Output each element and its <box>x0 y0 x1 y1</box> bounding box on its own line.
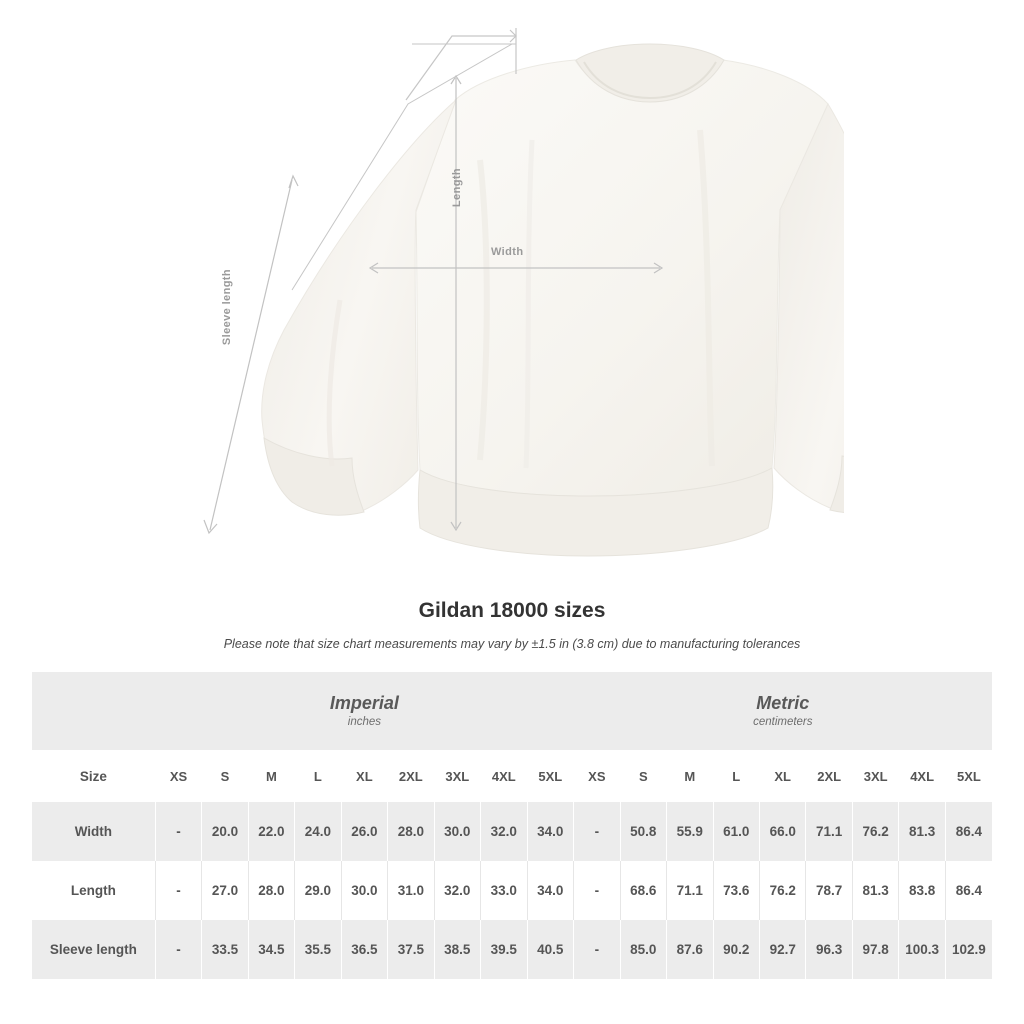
cell-sleeve-imperial-2xl: 37.5 <box>388 920 434 979</box>
cell-width-imperial-5xl: 34.0 <box>527 802 574 861</box>
header-metric-4xl: 4XL <box>899 750 945 802</box>
cell-length-imperial-s: 27.0 <box>202 861 248 920</box>
cell-sleeve-metric-5xl: 102.9 <box>945 920 992 979</box>
cell-sleeve-imperial-m: 34.5 <box>248 920 294 979</box>
header-imperial-l: L <box>295 750 341 802</box>
table-row <box>32 920 992 979</box>
row-label-width: Width <box>32 802 155 861</box>
header-imperial-xs: XS <box>155 750 201 802</box>
cell-sleeve-metric-m: 87.6 <box>667 920 713 979</box>
cell-sleeve-imperial-l: 35.5 <box>295 920 341 979</box>
cell-length-metric-l: 73.6 <box>713 861 759 920</box>
header-imperial-2xl: 2XL <box>388 750 434 802</box>
row-label-length: Length <box>32 861 155 920</box>
cell-sleeve-metric-2xl: 96.3 <box>806 920 852 979</box>
tolerance-note: Please note that size chart measurements may vary by ±1.5 in (3.8 cm) due to manufacturing tolerances <box>223 637 801 651</box>
cell-width-metric-m: 55.9 <box>667 802 713 861</box>
sleeve-length-label: Sleeve length <box>221 269 233 346</box>
cell-length-metric-2xl: 78.7 <box>806 861 852 920</box>
cell-width-imperial-4xl: 32.0 <box>481 802 527 861</box>
cell-length-metric-xl: 76.2 <box>759 861 805 920</box>
sweatshirt-image <box>180 0 844 592</box>
cell-width-metric-xs: - <box>574 802 620 861</box>
cell-length-metric-4xl: 83.8 <box>899 861 945 920</box>
header-imperial-m: M <box>248 750 294 802</box>
size-header-row <box>32 750 992 802</box>
cell-width-metric-s: 50.8 <box>620 802 666 861</box>
cell-length-imperial-5xl: 34.0 <box>527 861 574 920</box>
cell-length-metric-3xl: 81.3 <box>852 861 898 920</box>
cell-width-imperial-2xl: 28.0 <box>388 802 434 861</box>
sweatshirt-svg <box>180 0 844 592</box>
unit-header-row <box>32 672 992 750</box>
cell-length-metric-s: 68.6 <box>620 861 666 920</box>
table-row <box>32 802 992 861</box>
cell-length-metric-xs: - <box>574 861 620 920</box>
header-imperial-4xl: 4XL <box>481 750 527 802</box>
title-block <box>0 596 1024 652</box>
unit-metric-sub: centimeters <box>753 716 813 728</box>
cell-sleeve-imperial-xl: 36.5 <box>341 920 387 979</box>
cell-width-metric-3xl: 76.2 <box>852 802 898 861</box>
cell-width-imperial-m: 22.0 <box>248 802 294 861</box>
width-label: Width <box>491 246 524 258</box>
cell-width-metric-4xl: 81.3 <box>899 802 945 861</box>
header-metric-xl: XL <box>759 750 805 802</box>
header-imperial-xl: XL <box>341 750 387 802</box>
unit-group-metric <box>574 672 992 750</box>
cell-length-metric-m: 71.1 <box>667 861 713 920</box>
unit-blank-cell <box>32 672 155 750</box>
cell-width-imperial-l: 24.0 <box>295 802 341 861</box>
row-label-sleeve-length: Sleeve length <box>32 920 155 979</box>
cell-width-metric-l: 61.0 <box>713 802 759 861</box>
cell-sleeve-metric-s: 85.0 <box>620 920 666 979</box>
size-table-wrapper <box>32 672 992 979</box>
header-size: Size <box>32 750 155 802</box>
unit-metric-name: Metric <box>756 693 810 713</box>
header-metric-3xl: 3XL <box>852 750 898 802</box>
header-imperial-3xl: 3XL <box>434 750 480 802</box>
header-metric-xs: XS <box>574 750 620 802</box>
cell-sleeve-metric-xl: 92.7 <box>759 920 805 979</box>
header-metric-2xl: 2XL <box>806 750 852 802</box>
header-imperial-s: S <box>202 750 248 802</box>
table-row <box>32 861 992 920</box>
cell-width-metric-2xl: 71.1 <box>806 802 852 861</box>
page-title: Gildan 18000 sizes <box>418 599 606 622</box>
cell-width-imperial-3xl: 30.0 <box>434 802 480 861</box>
cell-length-imperial-3xl: 32.0 <box>434 861 480 920</box>
cell-length-imperial-l: 29.0 <box>295 861 341 920</box>
cell-width-imperial-xs: - <box>155 802 201 861</box>
unit-imperial-name: Imperial <box>329 693 399 713</box>
cell-length-imperial-xl: 30.0 <box>341 861 387 920</box>
size-table <box>32 672 992 979</box>
cell-sleeve-imperial-4xl: 39.5 <box>481 920 527 979</box>
cell-sleeve-metric-l: 90.2 <box>713 920 759 979</box>
cell-length-imperial-m: 28.0 <box>248 861 294 920</box>
cell-sleeve-metric-xs: - <box>574 920 620 979</box>
cell-width-metric-xl: 66.0 <box>759 802 805 861</box>
cell-sleeve-imperial-xs: - <box>155 920 201 979</box>
cell-length-metric-5xl: 86.4 <box>945 861 992 920</box>
cell-width-imperial-s: 20.0 <box>202 802 248 861</box>
header-imperial-5xl: 5XL <box>527 750 574 802</box>
length-label: Length <box>451 168 463 208</box>
cell-sleeve-imperial-5xl: 40.5 <box>527 920 574 979</box>
header-metric-5xl: 5XL <box>945 750 992 802</box>
cell-sleeve-metric-3xl: 97.8 <box>852 920 898 979</box>
cell-sleeve-imperial-s: 33.5 <box>202 920 248 979</box>
header-metric-m: M <box>667 750 713 802</box>
cell-length-imperial-4xl: 33.0 <box>481 861 527 920</box>
cell-length-imperial-xs: - <box>155 861 201 920</box>
cell-width-imperial-xl: 26.0 <box>341 802 387 861</box>
cell-sleeve-metric-4xl: 100.3 <box>899 920 945 979</box>
cell-sleeve-imperial-3xl: 38.5 <box>434 920 480 979</box>
unit-group-imperial <box>155 672 573 750</box>
unit-imperial-sub: inches <box>347 716 382 728</box>
header-metric-l: L <box>713 750 759 802</box>
cell-length-imperial-2xl: 31.0 <box>388 861 434 920</box>
header-metric-s: S <box>620 750 666 802</box>
cell-width-metric-5xl: 86.4 <box>945 802 992 861</box>
